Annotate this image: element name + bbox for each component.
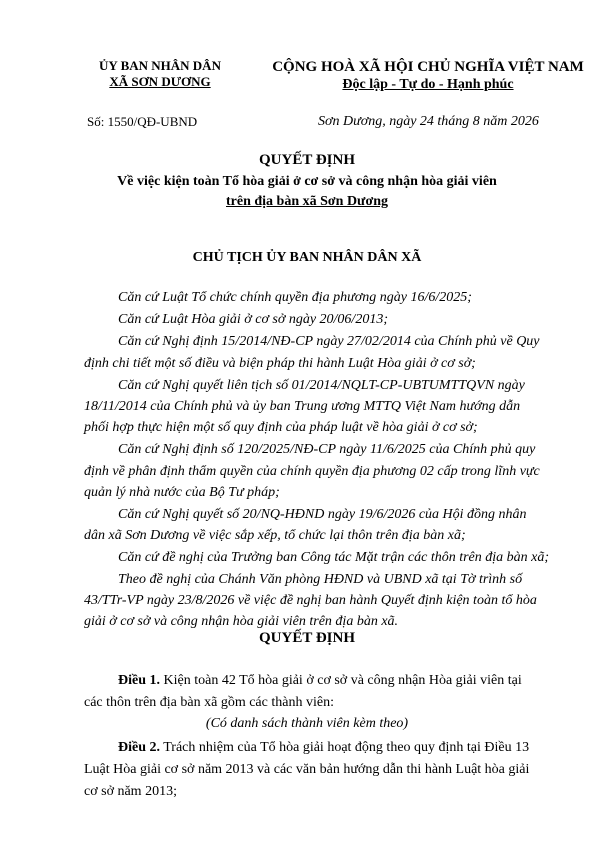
article-1-line-1: Điều 1. Kiện toàn 42 Tổ hòa giải ở cơ sở và công nhận Hòa giải viên tại — [118, 673, 522, 688]
member-list-note: (Có danh sách thành viên kèm theo) — [205, 716, 409, 731]
basis-line: định về phân định thẩm quyền của chính quyền địa phương 02 cấp trong lĩnh vực — [84, 464, 540, 479]
national-title: CỘNG HOÀ XÃ HỘI CHỦ NGHĨA VIỆT NAM — [272, 59, 584, 75]
basis-line: Căn cứ Nghị định 15/2014/NĐ-CP ngày 27/02/2014 của Chính phủ về Quy — [118, 334, 540, 349]
basis-line: dân xã Sơn Dương về việc sắp xếp, tổ chức lại thôn trên địa bàn xã; — [84, 528, 466, 543]
basis-line: phối hợp thực hiện một số quy định của pháp luật về hòa giải ở cơ sở; — [84, 420, 478, 435]
basis-line: Căn cứ Luật Hòa giải ở cơ sở ngày 20/06/2013; — [118, 312, 388, 327]
agency-name: ỦY BAN NHÂN DÂN — [99, 58, 221, 73]
basis-line: Theo đề nghị của Chánh Văn phòng HĐND và UBND xã tại Tờ trình số — [118, 572, 523, 587]
basis-line: Căn cứ Nghị quyết số 20/NQ-HĐND ngày 19/6/2026 của Hội đồng nhân — [118, 507, 527, 522]
article-2-label: Điều 2. — [118, 740, 160, 755]
document-title: QUYẾT ĐỊNH — [259, 152, 355, 168]
national-header — [258, 58, 598, 94]
basis-line: 43/TTr-VP ngày 23/8/2026 về việc đề nghị ban hành Quyết định kiện toàn tổ hòa — [84, 593, 537, 608]
article-2-line-1: Điều 2. Trách nhiệm của Tổ hòa giải hoạt động theo quy định tại Điều 13 — [118, 740, 530, 755]
basis-line: quản lý nhà nước của Bộ Tư pháp; — [84, 485, 280, 500]
article-1-label: Điều 1. — [118, 673, 160, 688]
basis-line: giải ở cơ sở và công nhận hòa giải viên trên địa bàn xã. — [84, 614, 399, 629]
article-2-line-2: Luật Hòa giải cơ sở năm 2013 và các văn bản hướng dẫn thi hành Luật hòa giải — [84, 762, 530, 777]
subject-line-1: Về việc kiện toàn Tổ hòa giải ở cơ sở và công nhận hòa giải viên — [117, 174, 497, 189]
issuing-agency — [60, 58, 260, 90]
document-number: Số: 1550/QĐ-UBND — [87, 114, 198, 129]
basis-line: Căn cứ Nghị quyết liên tịch số 01/2014/NQLT-CP-UBTUMTTQVN ngày — [118, 378, 525, 393]
article-2-line-3: cơ sở năm 2013; — [84, 784, 177, 799]
basis-line: Căn cứ Nghị định số 120/2025/NĐ-CP ngày 11/6/2025 của Chính phủ quy — [118, 442, 536, 457]
basis-line: Căn cứ Luật Tổ chức chính quyền địa phương ngày 16/6/2025; — [118, 290, 472, 305]
basis-line: định chi tiết một số điều và biện pháp thi hành Luật Hòa giải ở cơ sở; — [84, 356, 476, 371]
article-1-line-2: các thôn trên địa bàn xã gồm các thành viên: — [84, 695, 334, 710]
issuing-authority: CHỦ TỊCH ỦY BAN NHÂN DÂN XÃ — [192, 250, 422, 265]
commune-name: XÃ SƠN DƯƠNG — [109, 74, 211, 89]
decision-heading: QUYẾT ĐỊNH — [259, 630, 355, 646]
national-motto: Độc lập - Tự do - Hạnh phúc — [342, 77, 514, 92]
subject-line-2: trên địa bàn xã Sơn Dương — [226, 194, 388, 209]
basis-line: 18/11/2014 của Chính phủ và ủy ban Trung ương MTTQ Việt Nam hướng dẫn — [84, 399, 521, 414]
basis-line: Căn cứ đề nghị của Trưởng ban Công tác Mặt trận các thôn trên địa bàn xã; — [118, 550, 550, 565]
place-and-date: Sơn Dương, ngày 24 tháng 8 năm 2026 — [318, 114, 539, 129]
